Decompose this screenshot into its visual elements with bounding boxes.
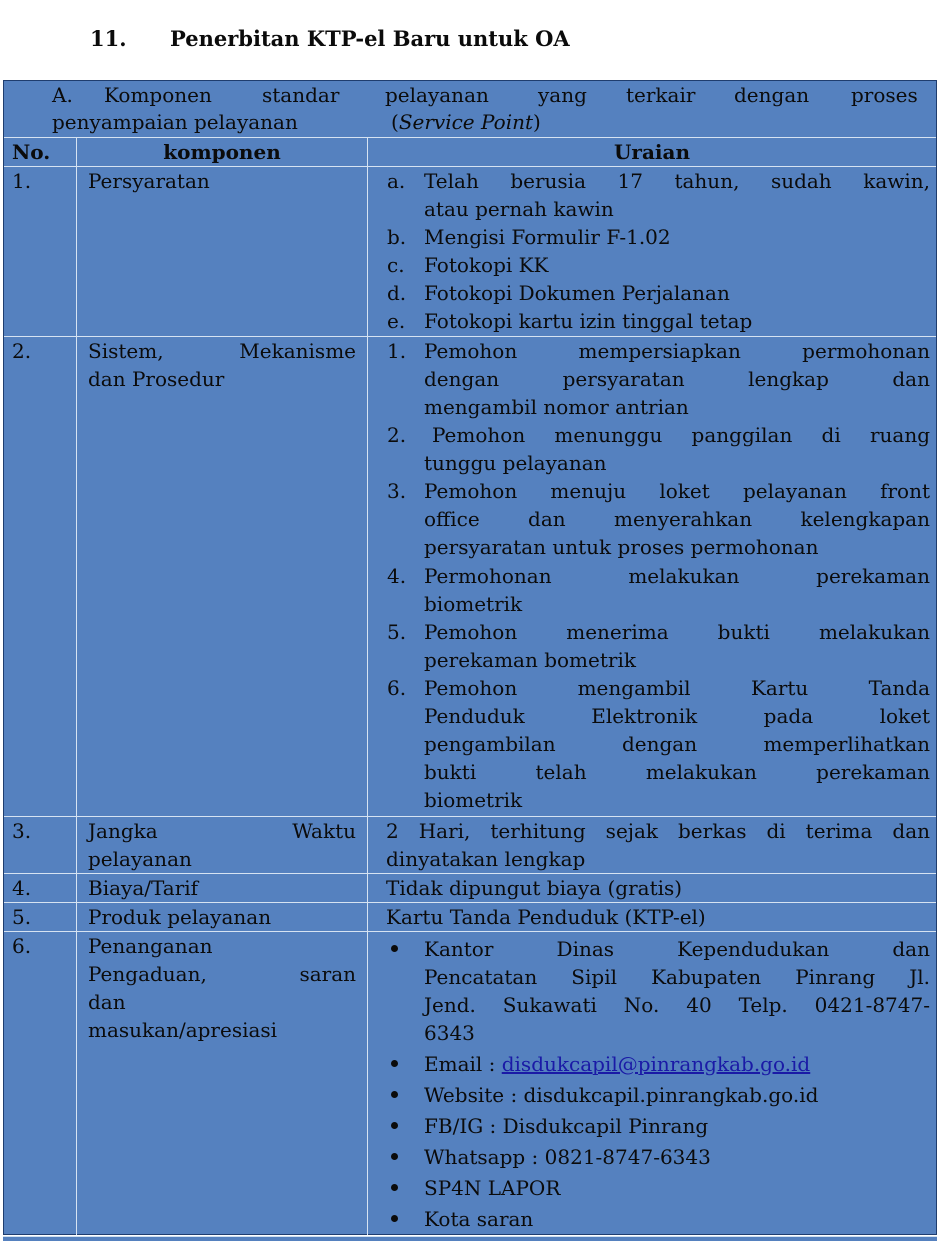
service-point-label: Service Point bbox=[398, 110, 534, 134]
list-marker: 2. bbox=[387, 423, 407, 447]
list-item-text: Pemohon menerima bukti melakukan bbox=[424, 620, 930, 644]
list-marker: a. bbox=[387, 169, 406, 193]
list-item-text: persyaratan untuk proses permohonan bbox=[424, 535, 819, 559]
list-item-text: office dan menyerahkan kelengkapan bbox=[424, 507, 930, 531]
list-item-text: Pemohon menuju loket pelayanan front bbox=[424, 479, 930, 503]
row-komponen: Jangka Waktu bbox=[88, 819, 356, 843]
section-word: proses bbox=[851, 83, 918, 107]
list-item-text: Telah berusia 17 tahun, sudah kawin, bbox=[424, 169, 930, 193]
row-number: 6. bbox=[12, 934, 32, 958]
row-komponen: Produk pelayanan bbox=[88, 905, 272, 929]
section-paren: ) bbox=[533, 110, 541, 134]
table-bottom-edge bbox=[3, 1236, 937, 1241]
section-line2-text: penyampaian pelayanan bbox=[52, 110, 298, 134]
row-number: 2. bbox=[12, 339, 32, 363]
row-komponen: masukan/apresiasi bbox=[88, 1018, 278, 1042]
section-word: standar bbox=[262, 83, 340, 107]
row-komponen: Pengaduan, saran bbox=[88, 962, 356, 986]
section-heading bbox=[90, 26, 570, 51]
row-number: 4. bbox=[12, 876, 32, 900]
list-marker: 5. bbox=[387, 620, 407, 644]
row-uraian: Tidak dipungut biaya (gratis) bbox=[386, 876, 683, 900]
list-item-text: bukti telah melakukan perekaman bbox=[424, 760, 930, 784]
bullet-icon bbox=[391, 1153, 398, 1160]
grid-line bbox=[367, 137, 368, 1235]
bullet-icon bbox=[391, 1122, 398, 1129]
row-number: 5. bbox=[12, 905, 32, 929]
list-item-text: Mengisi Formulir F-1.02 bbox=[424, 225, 671, 249]
section-word: yang bbox=[538, 83, 587, 107]
list-item-text: biometrik bbox=[424, 788, 523, 812]
list-item-text: Whatsapp : 0821-8747-6343 bbox=[424, 1145, 711, 1169]
list-item-text: Kantor Dinas Kependudukan dan bbox=[424, 937, 930, 961]
list-item-text: SP4N LAPOR bbox=[424, 1176, 561, 1200]
list-marker: b. bbox=[387, 225, 407, 249]
list-item-text: Kota saran bbox=[424, 1207, 534, 1231]
bullet-icon bbox=[391, 1215, 398, 1222]
column-header-uraian: Uraian bbox=[613, 140, 691, 164]
row-uraian: dinyatakan lengkap bbox=[386, 847, 586, 871]
list-marker: c. bbox=[387, 253, 405, 277]
section-word: pelayanan bbox=[385, 83, 489, 107]
column-header-no: No. bbox=[12, 140, 51, 164]
email-link[interactable]: disdukcapil@pinrangkab.go.id bbox=[501, 1052, 811, 1076]
row-uraian: Kartu Tanda Penduduk (KTP-el) bbox=[386, 905, 706, 929]
section-word: Komponen bbox=[104, 83, 212, 107]
list-marker: d. bbox=[387, 281, 407, 305]
bullet-icon bbox=[391, 1184, 398, 1191]
grid-line bbox=[76, 137, 77, 1235]
list-item-text: atau pernah kawin bbox=[424, 197, 614, 221]
row-komponen: dan bbox=[88, 990, 126, 1014]
list-item-text: Pemohon menunggu panggilan di ruang bbox=[432, 423, 930, 447]
list-item-text: Fotokopi KK bbox=[424, 253, 549, 277]
row-komponen: Sistem, Mekanisme bbox=[88, 339, 356, 363]
list-item-text: 6343 bbox=[424, 1021, 475, 1045]
section-paren: ( bbox=[391, 110, 399, 134]
row-komponen: Biaya/Tarif bbox=[88, 876, 199, 900]
list-item-text: biometrik bbox=[424, 592, 523, 616]
list-item-text: Pemohon mempersiapkan permohonan bbox=[424, 339, 930, 363]
row-komponen: Penanganan bbox=[88, 934, 213, 958]
email-label: Email : bbox=[424, 1052, 502, 1076]
heading-title: Penerbitan KTP-el Baru untuk OA bbox=[170, 26, 570, 51]
section-word: dengan bbox=[734, 83, 810, 107]
list-marker: 6. bbox=[387, 676, 407, 700]
list-item-text: mengambil nomor antrian bbox=[424, 395, 689, 419]
list-item-text: pengambilan dengan memperlihatkan bbox=[424, 732, 930, 756]
section-word: A. bbox=[52, 83, 73, 107]
list-marker: 1. bbox=[387, 339, 407, 363]
row-uraian: 2 Hari, terhitung sejak berkas di terima dan bbox=[386, 819, 930, 843]
bullet-icon bbox=[391, 945, 398, 952]
list-item-text: tunggu pelayanan bbox=[424, 451, 607, 475]
bullet-icon bbox=[391, 1060, 398, 1067]
row-number: 3. bbox=[12, 819, 32, 843]
heading-number: 11. bbox=[90, 26, 127, 51]
list-marker: 3. bbox=[387, 479, 407, 503]
bullet-icon bbox=[391, 1091, 398, 1098]
list-item-text: Permohonan melakukan perekaman bbox=[424, 564, 930, 588]
list-item-text: FB/IG : Disdukcapil Pinrang bbox=[424, 1114, 709, 1138]
column-header-komponen: komponen bbox=[163, 140, 281, 164]
section-word: terkair bbox=[626, 83, 696, 107]
list-item-text: Fotokopi kartu izin tinggal tetap bbox=[424, 309, 753, 333]
list-item-text: Pencatatan Sipil Kabupaten Pinrang Jl. bbox=[424, 965, 930, 989]
list-item-text: Pemohon mengambil Kartu Tanda bbox=[424, 676, 930, 700]
row-komponen: pelayanan bbox=[88, 847, 192, 871]
list-item-text: Penduduk Elektronik pada loket bbox=[424, 704, 930, 728]
row-komponen: Persyaratan bbox=[88, 169, 210, 193]
list-item-text: perekaman bometrik bbox=[424, 648, 636, 672]
list-marker: e. bbox=[387, 309, 406, 333]
row-komponen: dan Prosedur bbox=[88, 367, 225, 391]
list-item-text: Fotokopi Dokumen Perjalanan bbox=[424, 281, 730, 305]
list-item-text: Jend. Sukawati No. 40 Telp. 0421-8747- bbox=[424, 993, 930, 1017]
row-number: 1. bbox=[12, 169, 32, 193]
list-item-text: Website : disdukcapil.pinrangkab.go.id bbox=[424, 1083, 819, 1107]
list-item-text: dengan persyaratan lengkap dan bbox=[424, 367, 930, 391]
list-marker: 4. bbox=[387, 564, 407, 588]
